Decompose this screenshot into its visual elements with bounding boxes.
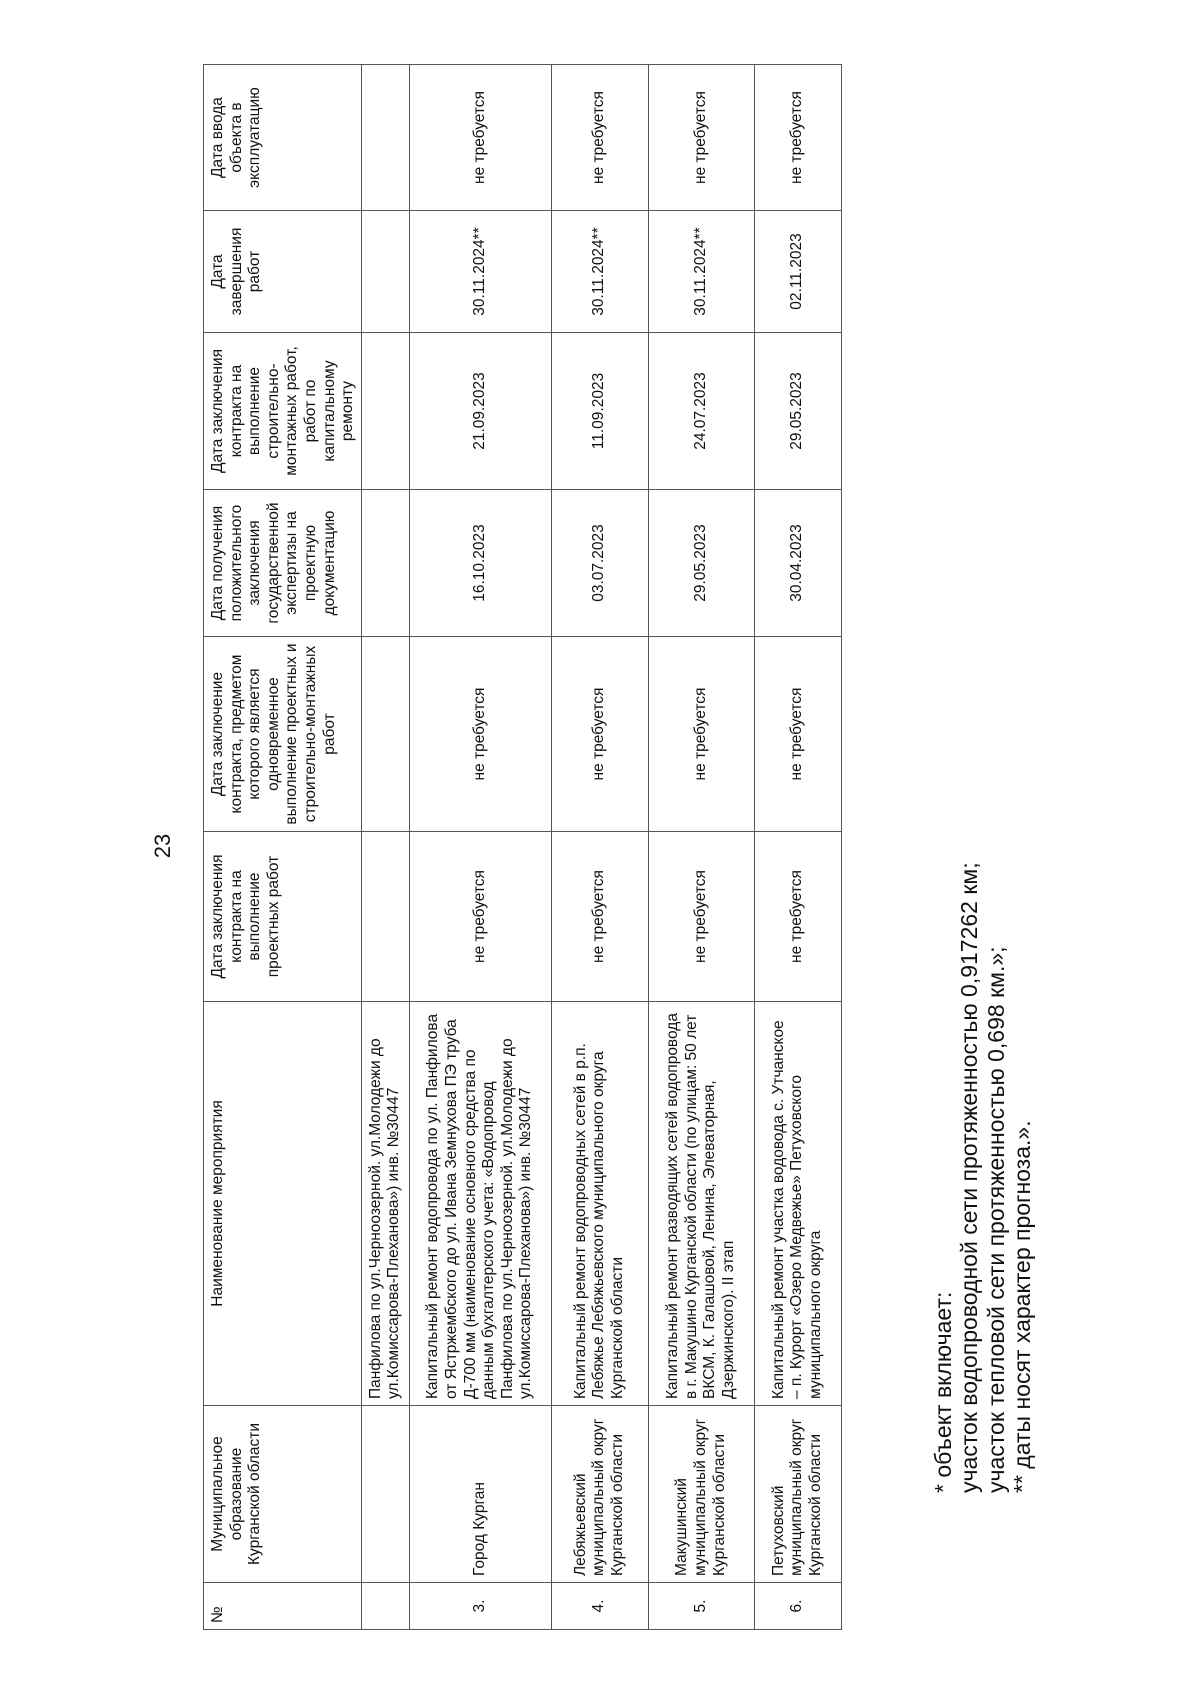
page-number: 23 xyxy=(150,833,175,859)
table-row xyxy=(551,65,648,1630)
header-construction-contract-date: Дата заключения контракта на выполнение строительно-монтажных работ, работ по капитальному ремонту xyxy=(204,333,362,490)
row-activity-name: Капитальный ремонт водопровода по ул. Панфилова от Ястржембского до ул. Ивана Земнухова ПЭ труба Д-700 мм (наименование основного средства по данным бухгалтерского учета: «Водопровод Панфилова по ул.Черноозерной. ул.Молодежи до ул.Комиссарова-Плеханова») инв. №30447 xyxy=(409,1002,551,1406)
row-design-contract-date: не требуется xyxy=(648,832,754,1002)
row-construction-contract-date: 11.09.2023 xyxy=(551,333,648,490)
row-number: 6. xyxy=(754,1583,841,1630)
row-completion-date: 30.11.2024** xyxy=(551,211,648,333)
header-completion-date: Дата завершения работ xyxy=(204,211,362,333)
row-activity-name: Капитальный ремонт участка водовода с. Утчанское – п. Курорт «Озеро Медвежье» Петуховского муниципального округа xyxy=(754,1002,841,1406)
table-row-continuation xyxy=(361,65,409,1630)
header-activity-name: Наименование мероприятия xyxy=(204,1002,362,1406)
table-header-row xyxy=(204,65,362,1630)
row-expertise-date: 03.07.2023 xyxy=(551,490,648,637)
row-commissioning-date: не требуется xyxy=(648,65,754,211)
row-expertise-date: 30.04.2023 xyxy=(754,490,841,637)
row-design-contract-date: не требуется xyxy=(551,832,648,1002)
row-municipality: Макушинский муниципальный округ Курганской области xyxy=(648,1406,754,1583)
footnote-line: * объект включает: xyxy=(930,1291,956,1493)
row-combined-contract-date: не требуется xyxy=(551,637,648,832)
row-expertise-date: 16.10.2023 xyxy=(409,490,551,637)
footnote-line: участок тепловой сети протяженностью 0,698 км.»; xyxy=(982,946,1009,1493)
footnotes xyxy=(930,93,1036,1493)
header-commissioning-date: Дата ввода объекта в эксплуатацию xyxy=(204,65,362,211)
row-combined-contract-date: не требуется xyxy=(754,637,841,832)
row-design-contract-date: не требуется xyxy=(754,832,841,1002)
row-number: 5. xyxy=(648,1583,754,1630)
row-completion-date: 30.11.2024** xyxy=(648,211,754,333)
continuation-activity-name: Панфилова по ул.Черноозерной. ул.Молодежи до ул.Комиссарова-Плеханова») инв. №30447 xyxy=(361,1002,409,1406)
row-completion-date: 30.11.2024** xyxy=(409,211,551,333)
table-row xyxy=(648,65,754,1630)
table-row xyxy=(754,65,841,1630)
activities-table xyxy=(203,64,842,1630)
header-combined-contract-date: Дата заключение контракта, предметом которого является одновременное выполнение проектных и строительно-монтажных работ xyxy=(204,637,362,832)
header-number: № xyxy=(204,1583,362,1630)
row-number: 4. xyxy=(551,1583,648,1630)
row-municipality: Лебяжьевский муниципальный округ Курганской области xyxy=(551,1406,648,1583)
row-completion-date: 02.11.2023 xyxy=(754,211,841,333)
row-commissioning-date: не требуется xyxy=(551,65,648,211)
row-activity-name: Капитальный ремонт разводящих сетей водопровода в г. Макушино Курганской области (по улицам: 50 лет ВКСМ, К. Галашовой, Ленина, Элеваторная, Дзержинского). II этап xyxy=(648,1002,754,1406)
row-combined-contract-date: не требуется xyxy=(409,637,551,832)
row-municipality: Петуховский муниципальный округ Курганской области xyxy=(754,1406,841,1583)
row-construction-contract-date: 29.05.2023 xyxy=(754,333,841,490)
row-expertise-date: 29.05.2023 xyxy=(648,490,754,637)
row-construction-contract-date: 21.09.2023 xyxy=(409,333,551,490)
row-municipality: Город Курган xyxy=(409,1406,551,1583)
row-design-contract-date: не требуется xyxy=(409,832,551,1002)
row-commissioning-date: не требуется xyxy=(754,65,841,211)
header-design-contract-date: Дата заключения контракта на выполнение проектных работ xyxy=(204,832,362,1002)
footnote-line: участок водопроводной сети протяженностью 0,917262 км; xyxy=(956,862,983,1493)
table-row xyxy=(409,65,551,1630)
row-commissioning-date: не требуется xyxy=(409,65,551,211)
row-activity-name: Капитальный ремонт водопроводных сетей в р.п. Лебяжье Лебяжьевского муниципального округа Курганской области xyxy=(551,1002,648,1406)
row-number: 3. xyxy=(409,1583,551,1630)
header-municipality: Муниципальное образование Курганской области xyxy=(204,1406,362,1583)
footnote-line: ** даты носят характер прогноза.». xyxy=(1009,1120,1036,1493)
row-construction-contract-date: 24.07.2023 xyxy=(648,333,754,490)
header-expertise-date: Дата получения положительного заключения государственной экспертизы на проектную документацию xyxy=(204,490,362,637)
row-combined-contract-date: не требуется xyxy=(648,637,754,832)
